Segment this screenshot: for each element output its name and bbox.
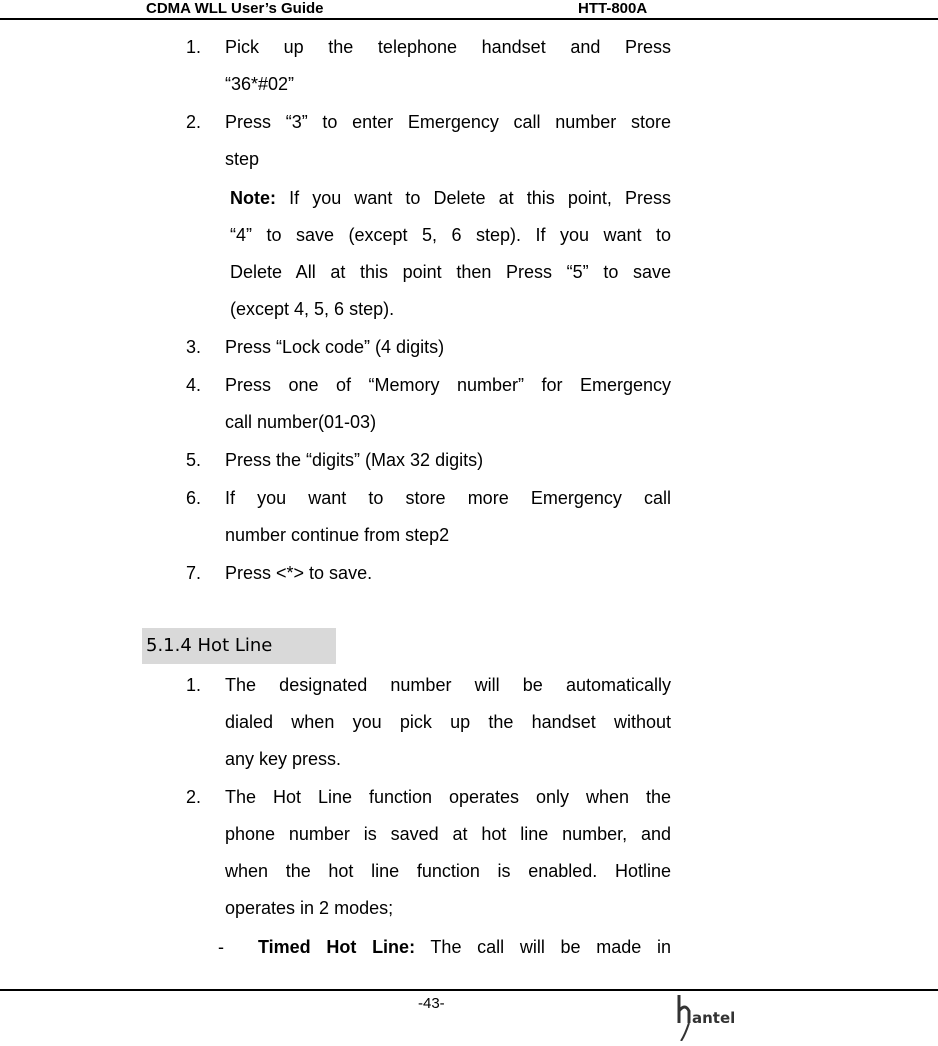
dash-bullet: -: [218, 937, 224, 957]
step-text-line: phone number is saved at hot line number, and: [225, 824, 671, 844]
step-number: 1.: [186, 37, 202, 57]
step-text-line: step: [225, 149, 260, 169]
step-text-line: The Hot Line function operates only when the: [225, 787, 671, 807]
note-line: (except 4, 5, 6 step).: [230, 299, 395, 319]
step-number: 3.: [186, 337, 202, 357]
page-header: [0, 0, 938, 22]
step-number: 1.: [186, 675, 202, 695]
step-text-line: number continue from step2: [225, 525, 450, 545]
step-text-line: operates in 2 modes;: [225, 898, 394, 918]
sub-item-text: Timed Hot Line: The call will be made in: [258, 937, 671, 957]
header-rule: [0, 18, 938, 20]
header-model: HTT-800A: [578, 0, 648, 17]
step-number: 7.: [186, 563, 202, 583]
step-text-line: “36*#02”: [225, 74, 295, 94]
step-text-line: Press “3” to enter Emergency call number store: [225, 112, 671, 132]
step-text-line: Press one of “Memory number” for Emergency: [225, 375, 671, 395]
step-number: 5.: [186, 450, 202, 470]
step-text-line: Press the “digits” (Max 32 digits): [225, 450, 484, 470]
note-line: Delete All at this point then Press “5” to save: [230, 262, 671, 282]
page-number: -43-: [418, 995, 445, 1012]
note-block: [230, 180, 671, 328]
step-text-line: Press <*> to save.: [225, 563, 373, 583]
hantel-logo-icon: [672, 993, 742, 1041]
note-label: Note:: [230, 188, 276, 208]
step-text-line: The designated number will be automatically: [225, 675, 671, 695]
sub-item-label: Timed Hot Line:: [258, 937, 416, 957]
step-text-line: when the hot line function is enabled. Hotline: [225, 861, 671, 881]
step-number: 6.: [186, 488, 202, 508]
note-line: “4” to save (except 5, 6 step). If you want to: [230, 225, 671, 245]
hantel-logo: [672, 993, 742, 1046]
step-text-line: Press “Lock code” (4 digits): [225, 337, 445, 357]
step-number: 2.: [186, 112, 202, 132]
step-text-line: any key press.: [225, 749, 342, 769]
logo-wordmark: antel: [692, 1009, 736, 1027]
step-text-line: Pick up the telephone handset and Press: [225, 37, 671, 57]
step-text-line: If you want to store more Emergency call: [225, 488, 671, 508]
section-heading: 5.1.4 Hot Line: [142, 628, 336, 664]
step-number: 4.: [186, 375, 202, 395]
note-line: Note: If you want to Delete at this point, Press: [230, 188, 671, 208]
step-number: 2.: [186, 787, 202, 807]
step-text-line: dialed when you pick up the handset without: [225, 712, 671, 732]
header-title: CDMA WLL User’s Guide: [146, 0, 324, 17]
footer-rule: [0, 989, 938, 991]
step-text-line: call number(01-03): [225, 412, 377, 432]
